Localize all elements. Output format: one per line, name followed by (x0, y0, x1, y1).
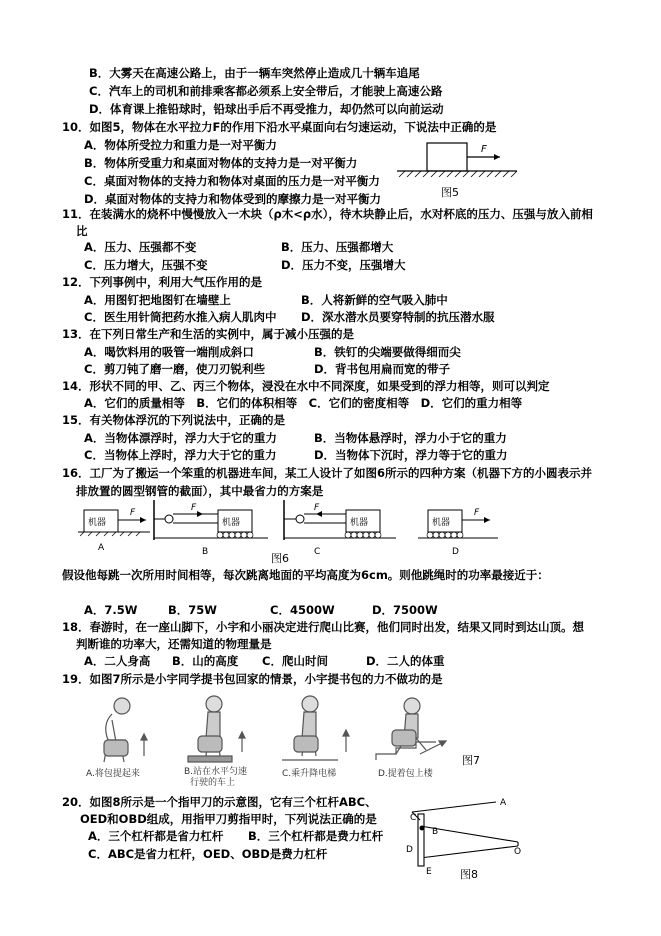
svg-text:F: F (314, 503, 320, 513)
figure-7-a (104, 698, 147, 762)
q17-stem: 假设他每跳一次所用时间相等，每次跳离地面的平均高度为6cm。则他跳绳时的功率最接近于： (62, 568, 549, 582)
q10-option-d: D．桌面对物体的支持力和物体受到的摩擦力是一对平衡力 (84, 192, 382, 206)
q17-option-b: B．75W (168, 603, 217, 617)
figure-6-caption: 图6 (271, 552, 289, 565)
figure-6-option-b (154, 500, 268, 557)
figure-7-caption-c: C.乘升降电梯 (282, 769, 337, 779)
q11-option-c: C．压力增大，压强不变 (84, 258, 208, 272)
q12-option-b: B．人将新鲜的空气吸入肺中 (301, 293, 448, 307)
svg-text:机器: 机器 (222, 518, 241, 528)
q12-stem: 12．下列事例中，利用大气压作用的是 (62, 275, 263, 289)
q12-option-a: A．用图钉把地图钉在墙壁上 (84, 293, 231, 307)
svg-text:F: F (130, 508, 136, 518)
q20-option-b: B．三个杠杆都是费力杠杆 (248, 829, 384, 843)
svg-text:B: B (202, 547, 209, 557)
svg-text:A: A (98, 543, 105, 553)
figure-8-caption: 图8 (460, 868, 478, 881)
q11-stem-line2: 比 (76, 224, 88, 238)
q16-stem-line1: 16．工厂为了搬运一个笨重的机器进车间，某工人设计了如图6所示的四种方案（机器下方的小圆表示并 (62, 466, 592, 480)
q18-option-d: D．二人的体重 (366, 654, 445, 668)
q18-stem-line2: 判断谁的功率大，还需知道的物理量是 (76, 637, 272, 651)
q10-option-c: C．桌面对物体的支持力和物体对桌面的压力是一对平衡力 (84, 174, 380, 188)
svg-text:机器: 机器 (432, 518, 451, 528)
figure-7-caption-d: D.提着包上楼 (378, 769, 433, 779)
svg-text:机器: 机器 (350, 518, 369, 528)
figure-7 (76, 692, 496, 790)
q15-option-d: D．当物体下沉时，浮力等于它的重力 (314, 448, 508, 462)
q10-force-label: F (481, 144, 487, 155)
q10-option-a: A．物体所受拉力和重力是一对平衡力 (84, 138, 277, 152)
q15-option-a: A．当物体漂浮时，浮力大于它的重力 (84, 431, 277, 445)
q15-option-c: C．当物体上浮时，浮力大于它的重力 (84, 448, 277, 462)
q19-stem: 19．如图7所示是小宇同学提书包回家的情景，小宇提书包的力不做功的是 (62, 672, 443, 686)
q17-option-c: C．4500W (270, 603, 335, 617)
figure-6 (78, 500, 518, 566)
q18-option-b: B．山的高度 (172, 654, 239, 668)
q17-option-d: D．7500W (372, 603, 438, 617)
figure-6-option-a (78, 508, 150, 553)
q11-option-d: D．压力不变，压强增大 (281, 258, 406, 272)
svg-text:F: F (191, 503, 197, 513)
figure-7-c (282, 696, 349, 760)
q9-option-d: D．体育课上推铅球时，铅球出手后不再受推力，却仍然可以向前运动 (89, 102, 444, 116)
figure-8-point-c: C (410, 813, 417, 823)
svg-text:C: C (314, 547, 321, 557)
q14-options: A．它们的质量相等 B．它们的体积相等 C．它们的密度相等 D．它们的重力相等 (84, 396, 523, 410)
q13-option-c: C．剪刀钝了磨一磨，使刀刃锐利些 (84, 362, 265, 376)
q13-option-a: A．喝饮料用的吸管一端削成斜口 (84, 345, 254, 359)
q20-option-a: A．三个杠杆都是省力杠杆 (88, 829, 224, 843)
q15-option-b: B．当物体悬浮时，浮力小于它的重力 (314, 431, 507, 445)
figure-6-option-c (284, 500, 396, 557)
q12-option-d: D．深水潜水员要穿特制的抗压潜水服 (301, 310, 495, 324)
q18-option-c: C．爬山时间 (262, 654, 328, 668)
q16-stem-line2: 排放置的圆型钢管的截面），其中最省力的方案是 (76, 484, 324, 498)
figure-7-caption: 图7 (462, 754, 480, 767)
svg-text:机器: 机器 (88, 518, 107, 528)
figure-8-point-e: E (426, 867, 432, 877)
figure-7-caption-b2: 行驶的车上 (190, 778, 236, 788)
figure-8-point-b: B (432, 827, 439, 837)
figure-5-caption: 图5 (441, 186, 459, 199)
q10-stem: 10．如图5，物体在水平拉力F的作用下沿水平桌面向右匀速运动，下说法中正确的是 (62, 120, 497, 134)
figure-7-d (376, 698, 446, 760)
q13-stem: 13．在下列日常生产和生活的实例中，属于减小压强的是 (62, 327, 355, 341)
svg-text:D: D (452, 547, 459, 557)
q11-stem-line1: 11．在装满水的烧杯中慢慢放入一木块（ρ木<ρ水），待木块静止后，水对杯底的压力、压强与放入前相 (62, 207, 593, 221)
q18-option-a: A．二人身高 (84, 654, 151, 668)
q15-stem: 15．有关物体浮沉的下列说法中，正确的是 (62, 413, 286, 427)
svg-text:F: F (474, 508, 480, 518)
q10-option-b: B．物体所受重力和桌面对物体的支持力是一对平衡力 (84, 156, 358, 170)
figure-8 (392, 790, 532, 882)
q12-option-c: C．医生用针筒把药水推入病人肌肉中 (84, 310, 277, 324)
q11-option-a: A．压力、压强都不变 (84, 240, 197, 254)
q13-option-b: B．铁钉的尖端要做得细而尖 (314, 345, 461, 359)
figure-7-caption-a: A.将包提起来 (86, 769, 140, 779)
figure-8-point-o: O (514, 847, 522, 857)
figure-7-caption-b1: B.站在水平匀速 (184, 767, 248, 777)
q17-option-a: A．7.5W (84, 603, 138, 617)
q14-stem: 14．形状不同的甲、乙、丙三个物体，浸没在水中不同深度，如果受到的浮力相等，则可以判定 (62, 379, 550, 393)
figure-6-option-d (418, 508, 498, 557)
q20-stem-line2: OED和OBD组成，用指甲刀剪指甲时，下列说法正确的是 (80, 812, 377, 826)
figure-8-point-a: A (500, 798, 507, 808)
q9-option-b: B．大雾天在高速公路上，由于一辆车突然停止造成几十辆车追尾 (89, 66, 420, 80)
figure-8-point-d: D (406, 845, 413, 855)
figure-7-b (188, 696, 245, 762)
q11-option-b: B．压力、压强都增大 (281, 240, 394, 254)
q18-stem-line1: 18．春游时，在一座山脚下，小宇和小丽决定进行爬山比赛，他们同时出发，结果又同时到达山顶。想 (62, 620, 584, 634)
q20-stem-line1: 20．如图8所示是一个指甲刀的示意图，它有三个杠杆ABC、 (62, 795, 377, 809)
figure-5 (395, 138, 520, 200)
q13-option-d: D．背书包用扁而宽的带子 (314, 362, 451, 376)
q9-option-c: C．汽车上的司机和前排乘客都必须系上安全带后，才能驶上高速公路 (89, 84, 443, 98)
q20-option-c: C．ABC是省力杠杆，OED、OBD是费力杠杆 (88, 847, 328, 861)
